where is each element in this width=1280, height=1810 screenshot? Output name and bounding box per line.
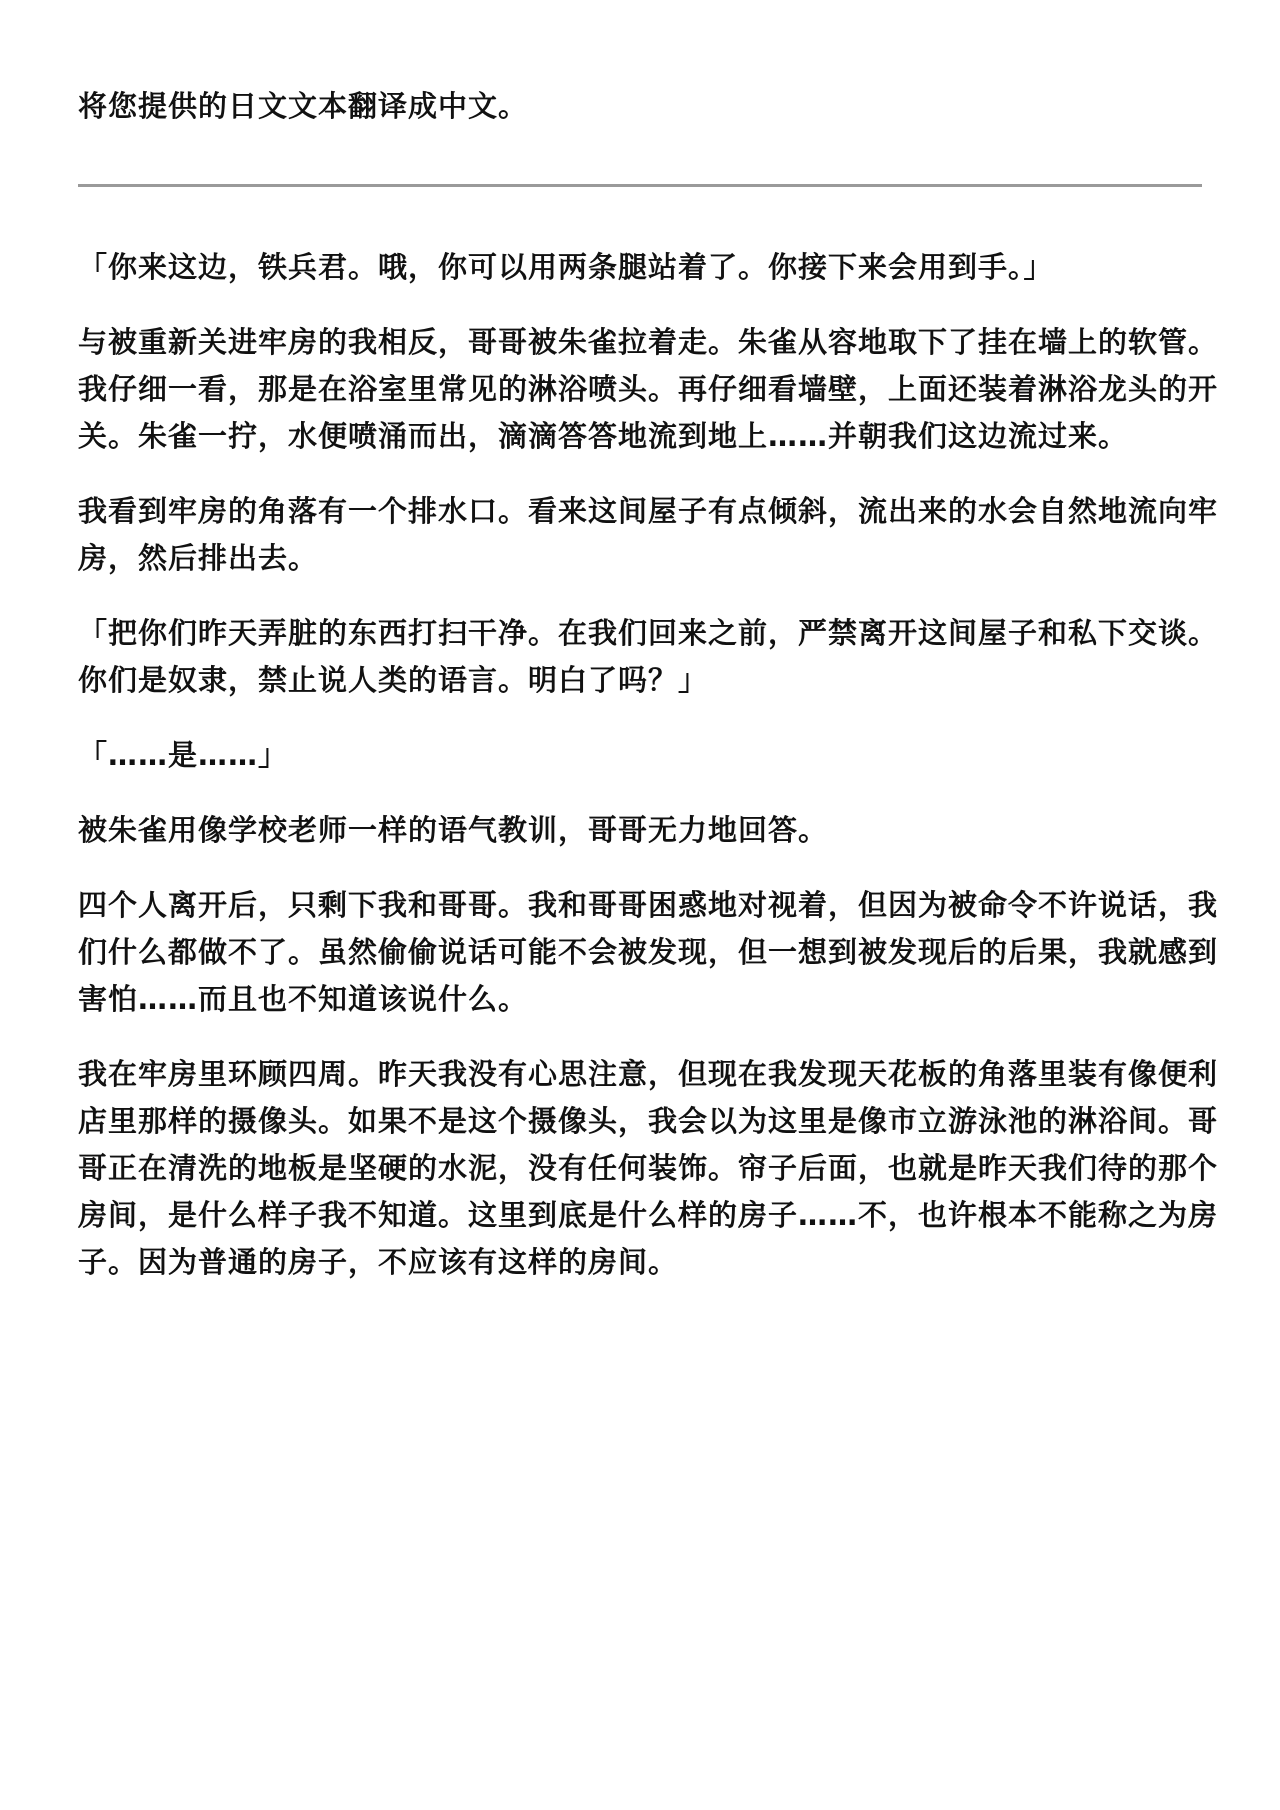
paragraph: 「……是……」 [78,738,289,772]
paragraph: 我看到牢房的角落有一个排水口。看来这间屋子有点倾斜，流出来的水会自然地流向牢房，然后排出去。 [78,494,1219,575]
paragraph: 「你来这边，铁兵君。哦，你可以用两条腿站着了。你接下来会用到手。」 [78,250,1054,284]
paragraph: 被朱雀用像学校老师一样的语气教训，哥哥无力地回答。 [78,813,829,847]
paragraph: 「把你们昨天弄脏的东西打扫干净。在我们回来之前，严禁离开这间屋子和私下交谈。你们是奴隶，禁止说人类的语言。明白了吗？」 [78,616,1219,697]
divider [78,184,1202,187]
paragraph: 与被重新关进牢房的我相反，哥哥被朱雀拉着走。朱雀从容地取下了挂在墙上的软管。我仔细一看，那是在浴室里常见的淋浴喷头。再仔细看墙壁，上面还装着淋浴龙头的开关。朱雀一拧，水便喷涌而出，滴滴答答地流到地上……并朝我们这边流过来。 [78,325,1219,453]
intro-heading: 将您提供的日文文本翻译成中文。 [78,89,529,123]
paragraph: 四个人离开后，只剩下我和哥哥。我和哥哥困惑地对视着，但因为被命令不许说话，我们什么都做不了。虽然偷偷说话可能不会被发现，但一想到被发现后的后果，我就感到害怕……而且也不知道该说什么。 [78,888,1219,1016]
story-body [78,244,1218,1314]
paragraph: 我在牢房里环顾四周。昨天我没有心思注意，但现在我发现天花板的角落里装有像便利店里那样的摄像头。如果不是这个摄像头，我会以为这里是像市立游泳池的淋浴间。哥哥正在清洗的地板是坚硬的水泥，没有任何装饰。帘子后面，也就是昨天我们待的那个房间，是什么样子我不知道。这里到底是什么样的房子……不，也许根本不能称之为房子。因为普通的房子，不应该有这样的房间。 [78,1057,1219,1279]
